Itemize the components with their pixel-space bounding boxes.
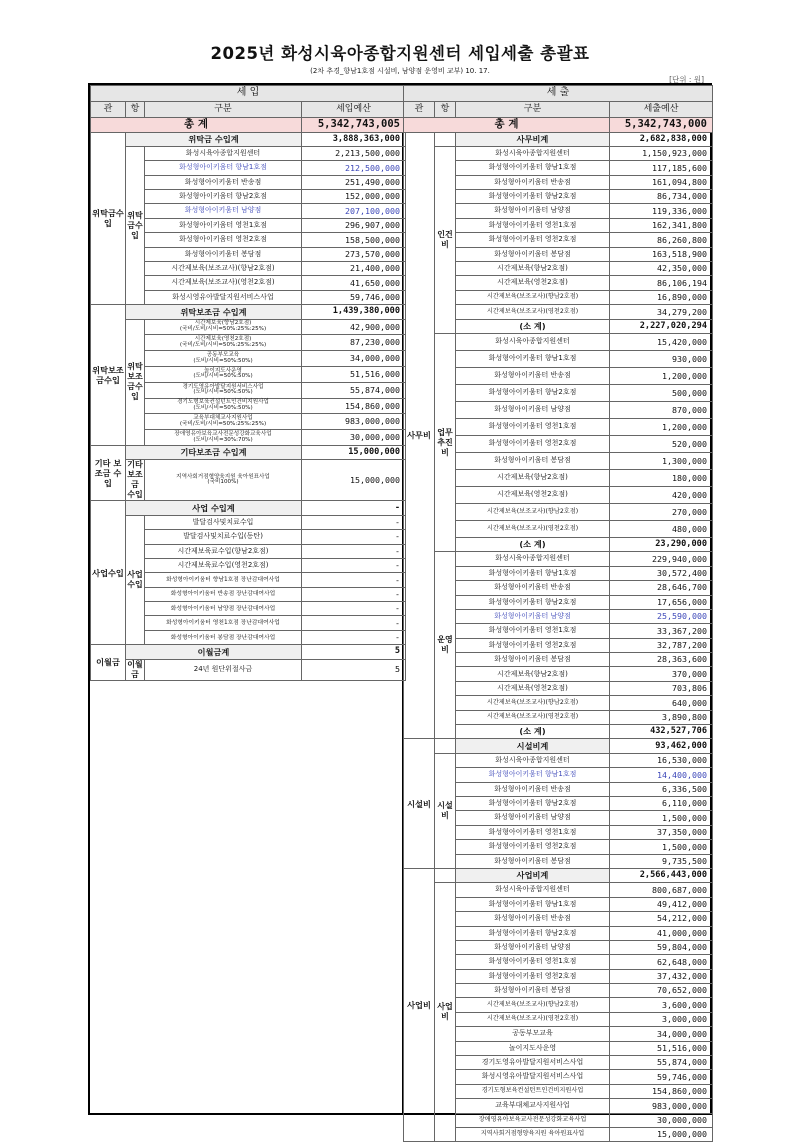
item-amount: 51,516,000	[610, 1041, 713, 1055]
item-amount: 9,735,500	[610, 854, 713, 868]
item-name	[145, 398, 302, 414]
item-amount: 28,646,700	[610, 581, 713, 595]
item-name: 시간제보육(보조교사)(향남2호점)	[456, 290, 610, 304]
item-amount: 59,804,000	[610, 940, 713, 954]
item-row	[404, 333, 713, 350]
item-name	[145, 430, 302, 446]
item-name: 화성형아이키움터 향남1호점 장난감대여사업	[145, 573, 302, 587]
item-name: 장애영유아보육교사전문성강화교육사업	[456, 1113, 610, 1127]
gwan-cell: 위탁금수입	[91, 132, 126, 305]
item-amount: 87,230,000	[302, 335, 406, 351]
item-name: 화성형아이키움터 남양점	[456, 609, 610, 623]
item-name: 화성형아이키움터 향남1호점	[456, 566, 610, 580]
item-name: 화성형아이키움터 봉담점	[456, 984, 610, 998]
item-label: 시간제보육(영천2호점)	[194, 336, 252, 343]
section-sum-label: 사업비계	[456, 868, 610, 882]
item-amount: 70,652,000	[610, 984, 713, 998]
item-amount: 229,940,000	[610, 552, 713, 566]
item-name: 화성형아이키움터 봉담점	[456, 452, 610, 469]
item-amount: 30,000,000	[302, 430, 406, 446]
section-sum-row	[91, 305, 406, 319]
item-name	[145, 460, 302, 501]
item-amount: 296,907,000	[302, 218, 406, 232]
gwan-cell: 위탁보조금수입	[91, 305, 126, 446]
item-amount: 3,890,800	[610, 710, 713, 724]
col-budget: 세출예산	[610, 102, 713, 118]
item-amount: 640,000	[610, 696, 713, 710]
blank-cell	[435, 132, 456, 146]
hang-cell: 사업비	[435, 883, 456, 1142]
item-amount: 154,860,000	[610, 1084, 713, 1098]
item-amount: 16,890,000	[610, 290, 713, 304]
item-name: 경기도형보육컨설턴트인건비지원사업	[456, 1084, 610, 1098]
item-name: 화성시육아종합지원센터	[456, 333, 610, 350]
section-sum-row	[91, 132, 406, 146]
item-name: 시간제보육(영천2호점)	[456, 681, 610, 695]
item-name: 시간제보육료수입(향남2호점)	[145, 544, 302, 558]
item-amount: 870,000	[610, 401, 713, 418]
item-name: 화성형아이키움터 향남2호점	[456, 797, 610, 811]
section-sum-amount: -	[302, 501, 406, 515]
item-amount: 55,874,000	[610, 1056, 713, 1070]
item-label: 경기도영유아발달지원서비스사업	[182, 383, 264, 390]
item-amount: 51,516,000	[302, 366, 406, 382]
item-name: 화성시육아종합지원센터	[456, 146, 610, 160]
item-amount: 86,734,000	[610, 190, 713, 204]
hang-cell: 업무추진비	[435, 333, 456, 551]
section-sum-row	[404, 132, 713, 146]
item-amount: -	[302, 587, 406, 601]
section-sum-row	[91, 445, 406, 459]
section-sum-label: 위탁보조금 수입계	[126, 305, 302, 319]
hang-cell: 인건비	[435, 146, 456, 333]
unit-label: [단위 : 원]	[669, 75, 704, 84]
item-amount: 14,400,000	[610, 768, 713, 782]
item-name: 화성형아이키움터 향남2호점	[456, 190, 610, 204]
item-amount: 1,300,000	[610, 452, 713, 469]
item-amount: 37,350,000	[610, 825, 713, 839]
item-row	[404, 146, 713, 160]
item-name: 시간제보육(보조교사)(영천2호점)	[456, 1012, 610, 1026]
item-name	[145, 319, 302, 335]
item-name: 시간제보육(보조교사)(향남2호점)	[456, 503, 610, 520]
item-amount: 480,000	[610, 520, 713, 537]
item-amount: 28,363,600	[610, 653, 713, 667]
item-amount: 117,185,600	[610, 161, 713, 175]
item-name: 화성형아이키움터 영천2호점	[456, 435, 610, 452]
expense-header: 세 출	[404, 86, 713, 102]
section-sum-label: 기타보조금 수입계	[126, 445, 302, 459]
hang-cell: 기타보조금 수입	[127, 460, 143, 500]
item-name: 시간제보육(보조교사)(향남2호점)	[456, 998, 610, 1012]
item-amount: 49,412,000	[610, 897, 713, 911]
item-amount: 15,000,000	[610, 1127, 713, 1141]
item-amount: -	[302, 530, 406, 544]
item-name: 화성형아이키움터 영천1호점 장난감대여사업	[145, 616, 302, 630]
item-label: 놀이지도사운영	[204, 367, 242, 374]
item-note: (도비/시비=50%:50%)	[193, 357, 253, 364]
item-name: 화성형아이키움터 남양점	[145, 204, 302, 218]
item-name: 화성형아이키움터 반송점	[145, 175, 302, 189]
item-name: 화성형아이키움터 봉담점	[456, 247, 610, 261]
item-amount: 370,000	[610, 667, 713, 681]
item-name: 화성형아이키움터 향남2호점	[145, 190, 302, 204]
item-name: 시간제보육(영천2호점)	[456, 486, 610, 503]
item-name: 화성시육아종합지원센터	[456, 883, 610, 897]
item-amount: 15,000,000	[302, 460, 406, 501]
item-amount: 930,000	[610, 350, 713, 367]
page-title: 2025년 화성시육아종합지원센터 세입세출 총괄표	[210, 44, 590, 63]
item-name: 화성형아이키움터 향남2호점	[456, 926, 610, 940]
item-amount: 158,500,000	[302, 233, 406, 247]
header-row	[404, 86, 713, 102]
item-amount: 55,874,000	[302, 382, 406, 398]
hang-cell: 이월금	[127, 659, 143, 679]
section-sum-label: 사업 수입계	[126, 501, 302, 515]
item-name: 화성형아이키움터 향남1호점	[456, 350, 610, 367]
gwan-cell: 사업수입	[91, 501, 126, 645]
item-name: 화성형아이키움터 향남1호점	[145, 161, 302, 175]
item-amount: 1,500,000	[610, 811, 713, 825]
gwan-cell: 시설비	[404, 739, 435, 869]
item-name	[145, 382, 302, 398]
item-note: (국비100%)	[207, 479, 239, 486]
expense-panel	[403, 83, 712, 1140]
item-name: 시간제보육(향남2호점)	[456, 667, 610, 681]
col-gubun: 구분	[456, 102, 610, 118]
col-hang: 항	[435, 102, 456, 118]
item-amount: 212,500,000	[302, 161, 406, 175]
section-sum-label: 이월금계	[126, 645, 302, 659]
item-name	[145, 351, 302, 367]
header-row	[91, 102, 406, 118]
section-sum-amount: 1,439,380,000	[302, 305, 406, 319]
item-note: (도비/시비=50%:50%)	[193, 389, 253, 396]
item-amount: 3,600,000	[610, 998, 713, 1012]
item-name: 화성형아이키움터 향남2호점	[456, 595, 610, 609]
item-row	[404, 753, 713, 767]
item-row	[91, 460, 406, 501]
item-name: 시간제보육(향남2호점)	[456, 469, 610, 486]
item-amount: 207,100,000	[302, 204, 406, 218]
item-amount: 33,367,200	[610, 624, 713, 638]
item-amount: 32,787,200	[610, 638, 713, 652]
section-sum-amount: 93,462,000	[610, 739, 713, 753]
item-name: 시간제보육(보조교사)(영천2호점)	[456, 520, 610, 537]
item-amount: 420,000	[610, 486, 713, 503]
item-row	[404, 883, 713, 897]
item-amount: 500,000	[610, 384, 713, 401]
item-name: 화성형아이키움터 영천1호점	[456, 218, 610, 232]
section-sum-amount: 3,888,363,000	[302, 132, 406, 146]
gwan-cell: 사무비	[404, 132, 435, 739]
item-label: 장애영유아보육교사전문성강화교육사업	[174, 430, 272, 437]
header-row	[404, 102, 713, 118]
item-amount: 161,094,800	[610, 175, 713, 189]
section-sum-row	[91, 501, 406, 515]
subtotal-label: (소 계)	[456, 537, 610, 551]
total-income: 5,342,743,005	[302, 118, 406, 133]
col-hang: 항	[126, 102, 145, 118]
total-row	[404, 118, 713, 133]
item-name: 화성형아이키움터 영천1호점	[145, 218, 302, 232]
item-amount: -	[302, 515, 406, 529]
subtotal-amount: 23,290,000	[610, 537, 713, 551]
item-name: 시간제보육(보조교사)(향남2호점)	[145, 262, 302, 276]
item-name: 화성형아이키움터 영천1호점	[456, 955, 610, 969]
item-name: 화성형아이키움터 영천1호점	[456, 825, 610, 839]
section-sum-amount: 2,566,443,000	[610, 868, 713, 882]
item-name: 화성형아이키움터 봉담점	[145, 247, 302, 261]
item-amount: 800,687,000	[610, 883, 713, 897]
item-amount: 86,260,800	[610, 233, 713, 247]
item-name: 화성시영유아발달지원서비스사업	[145, 290, 302, 304]
section-sum-label: 위탁금 수입계	[126, 132, 302, 146]
header-row	[91, 86, 406, 102]
item-amount: 1,500,000	[610, 840, 713, 854]
col-gwan: 관	[404, 102, 435, 118]
section-sum-amount: 2,682,838,000	[610, 132, 713, 146]
item-name: 발달검사및치료수입	[145, 515, 302, 529]
item-name: 화성형아이키움터 반송점	[456, 581, 610, 595]
item-name: 화성형아이키움터 봉담점	[456, 653, 610, 667]
gwan-cell: 기타 보조금 수입	[91, 445, 126, 500]
expense-table	[403, 85, 713, 1142]
item-amount: 21,400,000	[302, 262, 406, 276]
item-name: 시간제보육(보조교사)(향남2호점)	[456, 696, 610, 710]
item-note: (국비/도비/시비=50%:25%:25%)	[179, 420, 267, 427]
item-name: 화성형아이키움터 남양점	[456, 204, 610, 218]
item-amount: 6,336,500	[610, 782, 713, 796]
item-amount: 25,590,000	[610, 609, 713, 623]
item-name: 교육부대체교사지원사업	[456, 1099, 610, 1113]
item-amount: 983,000,000	[610, 1099, 713, 1113]
item-name: 화성형아이키움터 향남2호점	[456, 384, 610, 401]
gwan-cell: 이월금	[91, 645, 126, 680]
item-amount: 2,213,500,000	[302, 146, 406, 160]
section-sum-label: 사무비계	[456, 132, 610, 146]
item-amount: -	[302, 630, 406, 644]
section-sum-row	[404, 868, 713, 882]
section-sum-row	[91, 645, 406, 659]
item-amount: 163,518,900	[610, 247, 713, 261]
item-note: (국비/도비/시비=50%:25%:25%)	[179, 325, 267, 332]
item-name: 시간제보육(보조교사)(영천2호점)	[456, 710, 610, 724]
subtotal-label: (소 계)	[456, 725, 610, 739]
item-name: 화성형아이키움터 반송점	[456, 782, 610, 796]
item-amount: 162,341,800	[610, 218, 713, 232]
item-name: 발달검사및치료수입(동탄)	[145, 530, 302, 544]
item-row	[91, 659, 406, 680]
item-name: 화성형아이키움터 남양점	[456, 811, 610, 825]
item-name: 시간제보육(보조교사)(영천2호점)	[145, 276, 302, 290]
item-name: 화성형아이키움터 남양점	[456, 940, 610, 954]
item-name	[145, 335, 302, 351]
subtotal-amount: 2,227,020,294	[610, 319, 713, 333]
item-amount: 34,000,000	[610, 1027, 713, 1041]
item-amount: 273,570,000	[302, 247, 406, 261]
item-row	[91, 515, 406, 529]
col-gwan: 관	[91, 102, 126, 118]
item-name: 화성형아이키움터 영천2호점	[456, 638, 610, 652]
item-amount: 30,000,000	[610, 1113, 713, 1127]
item-amount: 30,572,400	[610, 566, 713, 580]
item-amount: 703,806	[610, 681, 713, 695]
section-sum-label: 시설비계	[456, 739, 610, 753]
item-amount: 17,656,000	[610, 595, 713, 609]
item-name: 화성형아이키움터 반송점	[456, 912, 610, 926]
income-table	[90, 85, 406, 681]
item-name: 지역사회거점형양육지원 육아원표사업	[456, 1127, 610, 1141]
item-name: 화성시육아종합지원센터	[456, 552, 610, 566]
item-label: 시간제보육(향남2호점)	[194, 320, 252, 327]
item-name: 화성시육아종합지원센터	[145, 146, 302, 160]
item-name: 화성형아이키움터 영천2호점	[456, 969, 610, 983]
item-name: 시간제보육(영천2호점)	[456, 276, 610, 290]
item-amount: 16,530,000	[610, 753, 713, 767]
item-amount: 54,212,000	[610, 912, 713, 926]
item-amount: 34,279,200	[610, 305, 713, 319]
item-name: 화성형아이키움터 영천2호점	[456, 233, 610, 247]
hang-cell: 위탁금수입	[126, 146, 145, 304]
item-note: (도비/시비=50%:50%)	[193, 373, 253, 380]
blank-cell	[435, 868, 456, 882]
subtotal-amount: 432,527,706	[610, 725, 713, 739]
total-expense: 5,342,743,000	[610, 118, 713, 133]
subtotal-label: (소 계)	[456, 319, 610, 333]
item-name: 화성시육아종합지원센터	[456, 753, 610, 767]
item-name: 화성형아이키움터 영천1호점	[456, 624, 610, 638]
item-name: 경기도영유아발달지원서비스사업	[456, 1056, 610, 1070]
item-amount: 119,336,000	[610, 204, 713, 218]
section-sum-amount: 5	[302, 645, 406, 659]
item-name: 화성형아이키움터 남양점	[456, 401, 610, 418]
item-name: 화성형아이키움터 반송점 장난감대여사업	[145, 587, 302, 601]
total-label: 총 계	[404, 118, 610, 133]
item-amount: 37,432,000	[610, 969, 713, 983]
item-name: 시간제보육료수입(영천2호점)	[145, 558, 302, 572]
item-amount: 42,900,000	[302, 319, 406, 335]
item-name: 화성형아이키움터 향남1호점	[456, 161, 610, 175]
item-name: 공동부모교육	[456, 1027, 610, 1041]
total-label: 총 계	[91, 118, 302, 133]
item-name	[145, 366, 302, 382]
item-amount: 1,200,000	[610, 418, 713, 435]
item-row	[404, 552, 713, 566]
item-label: 지역사회거점형양육지원 육아원표사업	[176, 473, 270, 480]
item-note: (국비/도비/시비=50%:25%:25%)	[179, 341, 267, 348]
item-amount: 59,746,000	[302, 290, 406, 304]
item-amount: 41,000,000	[610, 926, 713, 940]
item-name: 시간제보육(향남2호점)	[456, 262, 610, 276]
item-amount: 34,000,000	[302, 351, 406, 367]
item-name: 화성형아이키움터 영천1호점	[456, 418, 610, 435]
item-name	[145, 414, 302, 430]
item-name: 시간제보육(보조교사)(영천2호점)	[456, 305, 610, 319]
item-label: 경기도형보육컨설턴트인건비지원사업	[177, 399, 269, 406]
item-amount: -	[302, 544, 406, 558]
section-sum-amount: 15,000,000	[302, 445, 406, 459]
item-amount: 520,000	[610, 435, 713, 452]
col-budget: 세입예산	[302, 102, 406, 118]
item-note: (도비/시비=30%:70%)	[193, 436, 253, 443]
gwan-cell: 사업비	[404, 868, 435, 1141]
item-amount: -	[302, 573, 406, 587]
item-row	[91, 146, 406, 160]
item-amount: 5	[302, 659, 406, 680]
blank-cell	[435, 739, 456, 753]
item-name: 24년 원단위절사금	[145, 659, 302, 680]
item-name: 화성형아이키움터 향남1호점	[456, 768, 610, 782]
item-amount: 6,110,000	[610, 797, 713, 811]
item-amount: 1,200,000	[610, 367, 713, 384]
item-amount: 180,000	[610, 469, 713, 486]
income-header: 세 입	[91, 86, 406, 102]
hang-cell: 운영비	[435, 552, 456, 739]
item-amount: 42,350,000	[610, 262, 713, 276]
item-name: 화성형아이키움터 향남1호점	[456, 897, 610, 911]
item-name: 화성형아이키움터 영천2호점	[145, 233, 302, 247]
total-row	[91, 118, 406, 133]
item-label: 교육부대체교사지원사업	[193, 415, 253, 422]
item-row	[91, 319, 406, 335]
item-name: 화성형아이키움터 영천2호점	[456, 840, 610, 854]
item-amount: 62,648,000	[610, 955, 713, 969]
item-amount: 59,746,000	[610, 1070, 713, 1084]
item-amount: 251,490,000	[302, 175, 406, 189]
item-note: (도비/시비=50%:50%)	[193, 404, 253, 411]
item-name: 화성형아이키움터 반송점	[456, 175, 610, 189]
item-amount: 41,650,000	[302, 276, 406, 290]
col-gubun: 구분	[145, 102, 302, 118]
item-name: 화성시영유아발달지원서비스사업	[456, 1070, 610, 1084]
section-sum-row	[404, 739, 713, 753]
item-name: 놀이지도사운영	[456, 1041, 610, 1055]
item-name: 화성형아이키움터 봉담점	[456, 854, 610, 868]
item-amount: -	[302, 616, 406, 630]
item-amount: 983,000,000	[302, 414, 406, 430]
item-amount: -	[302, 558, 406, 572]
income-panel	[88, 83, 403, 1115]
item-amount: 270,000	[610, 503, 713, 520]
hang-cell: 위탁보조금수입	[126, 319, 145, 445]
item-name: 화성형아이키움터 봉담점 장난감대여사업	[145, 630, 302, 644]
item-amount: 1,150,923,000	[610, 146, 713, 160]
item-amount: -	[302, 602, 406, 616]
item-label: 공동부모교육	[206, 351, 240, 358]
hang-cell: 사업수입	[126, 515, 145, 645]
page-subtitle: (2차 추경_향남1호점 시설비, 남양점 운영비 교부) 10. 17.	[310, 67, 490, 75]
item-name: 화성형아이키움터 남양점 장난감대여사업	[145, 602, 302, 616]
item-amount: 154,860,000	[302, 398, 406, 414]
item-amount: 3,000,000	[610, 1012, 713, 1026]
item-name: 화성형아이키움터 반송점	[456, 367, 610, 384]
item-amount: 152,000,000	[302, 190, 406, 204]
item-amount: 15,420,000	[610, 333, 713, 350]
hang-cell: 시설비	[435, 753, 456, 868]
item-amount: 86,106,194	[610, 276, 713, 290]
